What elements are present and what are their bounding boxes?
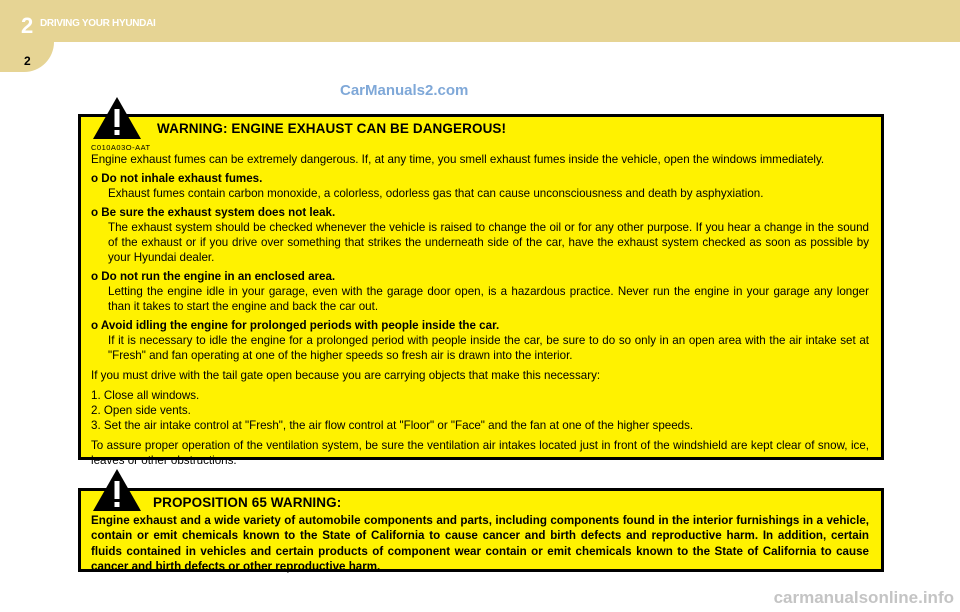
warning-item-head: o Do not inhale exhaust fumes. (91, 172, 263, 185)
exhaust-warning-title: WARNING: ENGINE EXHAUST CAN BE DANGEROUS! (157, 121, 507, 136)
proposition-65-title: PROPOSITION 65 WARNING: (153, 495, 342, 510)
chapter-number: 2 (21, 13, 34, 38)
proposition-65-box (78, 488, 884, 572)
warning-item-head: o Be sure the exhaust system does not leak. (91, 206, 336, 219)
warning-item-head: o Avoid idling the engine for prolonged periods with people inside the car. (91, 319, 500, 332)
warning-intro: Engine exhaust fumes can be extremely dangerous. If, at any time, you smell exhaust fumes inside the vehicle, open the windows immediately. (91, 153, 825, 166)
closing-note: To assure proper operation of the ventilation system, be sure the ventilation air intakes located just in front of the windshield are kept clear of snow, ice, leaves or other obstructions. (91, 439, 869, 467)
tailgate-note: If you must drive with the tail gate open because you are carrying objects that make this necessary: (91, 369, 601, 382)
exclamation-icon (92, 468, 142, 512)
warning-item (91, 205, 869, 265)
step-list (91, 388, 869, 433)
watermark-link[interactable]: CarManuals2.com (340, 82, 469, 99)
warning-item-body: The exhaust system should be checked whenever the vehicle is raised to change the oil or for any other purpose. If you hear a change in the sound of the exhaust or if you drive over something that strikes the underneath side of the car, have the exhaust system checked as soon as possible by your Hyundai dealer. (108, 221, 869, 264)
exhaust-warning-box (78, 114, 884, 467)
exclamation-icon (92, 96, 142, 140)
warning-item-head: o Do not run the engine in an enclosed area. (91, 270, 336, 283)
warning-item (91, 318, 869, 363)
watermark-footer: carmanualsonline.info (773, 588, 954, 607)
proposition-65-text: Engine exhaust and a wide variety of automobile components and parts, including components found in the interior furnishings in a vehicle, contain or emit chemicals known to the State of California to cause cancer and birth defects and reproductive harm. In addition, certain fluids contained in vehicles and certain products of component wear contain or emit chemicals known to the State of California to cause cancer and birth defects or other reproductive harm. (91, 514, 869, 573)
warning-item (91, 269, 869, 314)
page-number: 2 (24, 54, 31, 68)
step-item: 3. Set the air intake control at "Fresh", the air flow control at "Floor" or "Face" and the fan at one of the higher speeds. (91, 419, 694, 432)
warning-item (91, 171, 869, 201)
chapter-title: DRIVING YOUR HYUNDAI (40, 18, 156, 29)
warning-item-body: Exhaust fumes contain carbon monoxide, a colorless, odorless gas that can cause unconsciousness and death by asphyxiation. (108, 187, 764, 200)
step-item: 1. Close all windows. (91, 389, 200, 402)
document-code: C010A03O-AAT (91, 143, 151, 152)
warning-item-body: If it is necessary to idle the engine for a prolonged period with people inside the car, be sure to do so only in an open area with the air intake set at "Fresh" and fan operating at one of the higher speeds so fresh air is drawn into the interior. (108, 334, 869, 362)
warning-item-body: Letting the engine idle in your garage, even with the garage door open, is a hazardous practice. Never run the engine in your garage any longer than it takes to start the engine and back the car out. (108, 285, 869, 313)
step-item: 2. Open side vents. (91, 404, 191, 417)
